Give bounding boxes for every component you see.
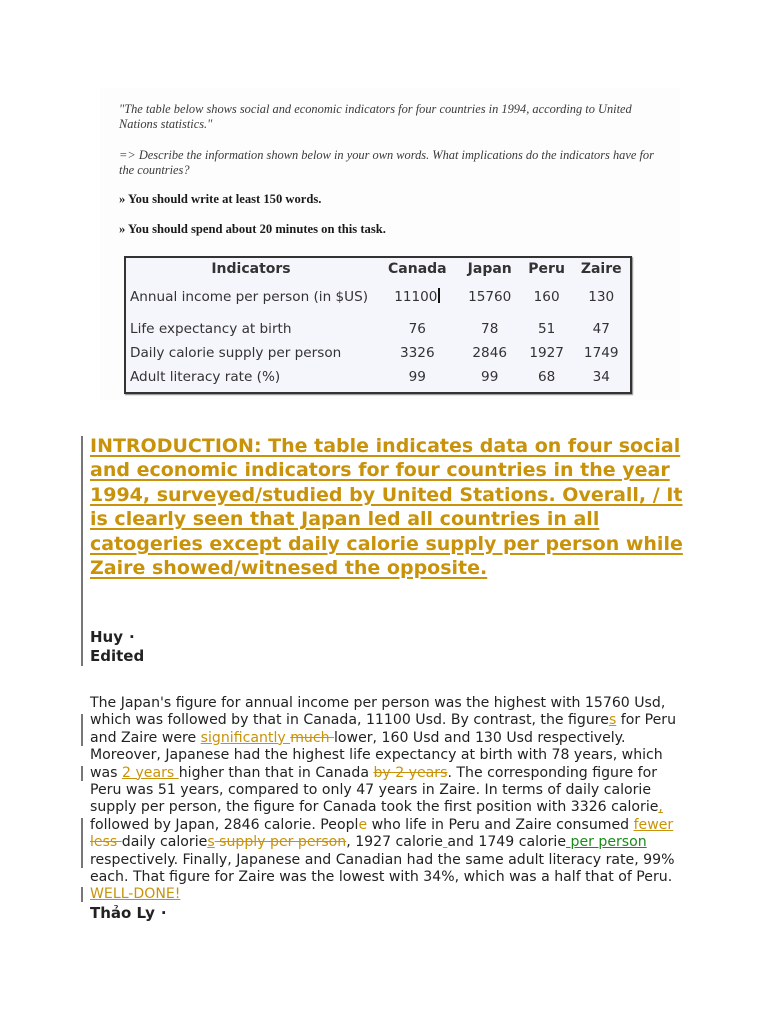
suggested-insertion[interactable]: , [658,799,663,816]
row-label: Adult literacy rate (%) [130,369,281,385]
suggested-deletion[interactable]: much [290,729,335,746]
essay-text: who life in Peru and Zaire consumed [367,816,634,833]
suggested-deletion[interactable]: less [90,834,122,851]
comment-author-thao[interactable] [90,904,690,923]
cell-japan: 15760 [468,289,512,305]
cell-peru: 1927 [529,345,564,361]
prompt-quote: "The table below shows social and economic indicators for four countries in 1994, according to United Nations statistics." [119,102,632,131]
separator-dot: · [160,904,167,922]
cell-canada: 99 [408,369,426,385]
essay-text: and 1749 calorie [447,834,567,851]
header-indicators: Indicators [211,261,291,277]
table-row [126,341,630,365]
row-label: Daily calorie supply per person [130,345,342,361]
task-prompt [119,102,659,237]
cell-peru: 68 [537,369,556,385]
change-bar [81,818,83,868]
essay-text: followed by Japan, 2846 calorie. Peopl [90,816,359,833]
author-name: Thảo Ly [90,904,155,922]
header-canada: Canada [388,261,447,277]
header-peru: Peru [528,261,565,277]
change-bar [81,887,83,902]
cell-canada: 76 [408,321,426,337]
cell-japan: 99 [481,369,499,385]
cell-zaire: 34 [592,369,610,385]
suggested-deletion[interactable]: by 2 years [373,764,448,781]
cell-zaire: 130 [588,289,615,305]
cell-japan: 78 [481,321,499,337]
cell-zaire: 1749 [583,345,619,361]
author-name: Huy [90,628,124,646]
essay-text: daily calorie [121,834,208,851]
rule-word-count: » You should write at least 150 words. [119,192,322,206]
edited-label: Edited [90,647,145,665]
separator-dot: · [129,628,135,646]
essay-text: lower, 160 Usd and 130 Usd respectively. Moreover, Japanese had the highest life expectancy at birth with 78 years, which was [90,729,663,781]
table-row [126,317,630,341]
suggested-insertion[interactable]: s [207,834,215,851]
prompt-instruction: => Describe the information shown below in your own words. What implications do the indicators have for the countries? [119,148,654,177]
essay-text: The Japan's figure for annual income per person was the highest with 15760 Usd, which was followed by that in Canada, 11100 Usd. By contrast, the figure [90,695,666,729]
cell-peru: 160 [533,289,560,305]
header-japan: Japan [467,261,512,277]
row-label: Annual income per person (in $US) [130,289,369,305]
essay-text: higher than that in Canada [178,764,374,781]
row-label: Life expectancy at birth [130,321,292,337]
suggested-insertion[interactable]: e [358,816,368,833]
rule-time-limit: » You should spend about 20 minutes on this task. [119,222,386,236]
cell-japan: 2846 [472,345,508,361]
table-row [126,277,630,317]
suggested-deletion[interactable]: supply per person [214,834,347,851]
change-bar [81,766,83,781]
cell-canada: 11100 [376,277,459,317]
cell-zaire: 47 [592,321,610,337]
essay-text: , 1927 calorie [346,834,443,851]
comment-author-huy[interactable] [90,628,690,647]
cell-canada: 3326 [400,345,435,361]
suggested-insertion[interactable]: s [608,712,617,729]
intro-text: INTRODUCTION: The table indicates data on four social and economic indicators for four countries in the year 1994, surveyed/studied by United Stations. Overall, / It is clearly seen that Japan led all countries in all catogeries except daily calorie supply per person while Zaire showed/witnesed the opposite. [90,435,683,580]
essay-body[interactable] [90,695,680,904]
header-zaire: Zaire [580,261,622,277]
suggested-insertion[interactable]: WELL-DONE! [90,886,181,903]
suggested-insertion[interactable]: fewer [633,816,674,833]
suggested-insertion-green[interactable]: per person [566,834,647,851]
cell-peru: 51 [537,321,556,337]
table-header-row [126,258,630,277]
change-bar [81,436,83,666]
intro-comment[interactable] [90,434,690,580]
essay-text: respectively. Finally, Japanese and Canadian had the same adult literacy rate, 99% each. That figure for Zaire was the lowest with 34%, which was a half that of Peru. [90,851,675,886]
essay-text: . The corresponding figure for Peru was 51 years, compared to only 47 years in Zaire. In terms of daily calorie supply per person, the figure for Canada took the first position with 3326 calorie [90,764,659,816]
essay-text: for Peru and Zaire were [90,712,677,746]
table-row [126,365,630,389]
text-cursor [438,288,440,303]
suggested-insertion[interactable]: 2 years [122,764,179,781]
change-bar [81,714,83,746]
suggested-insertion[interactable]: significantly [200,729,291,746]
indicators-table [124,256,632,394]
task-image [100,88,680,400]
